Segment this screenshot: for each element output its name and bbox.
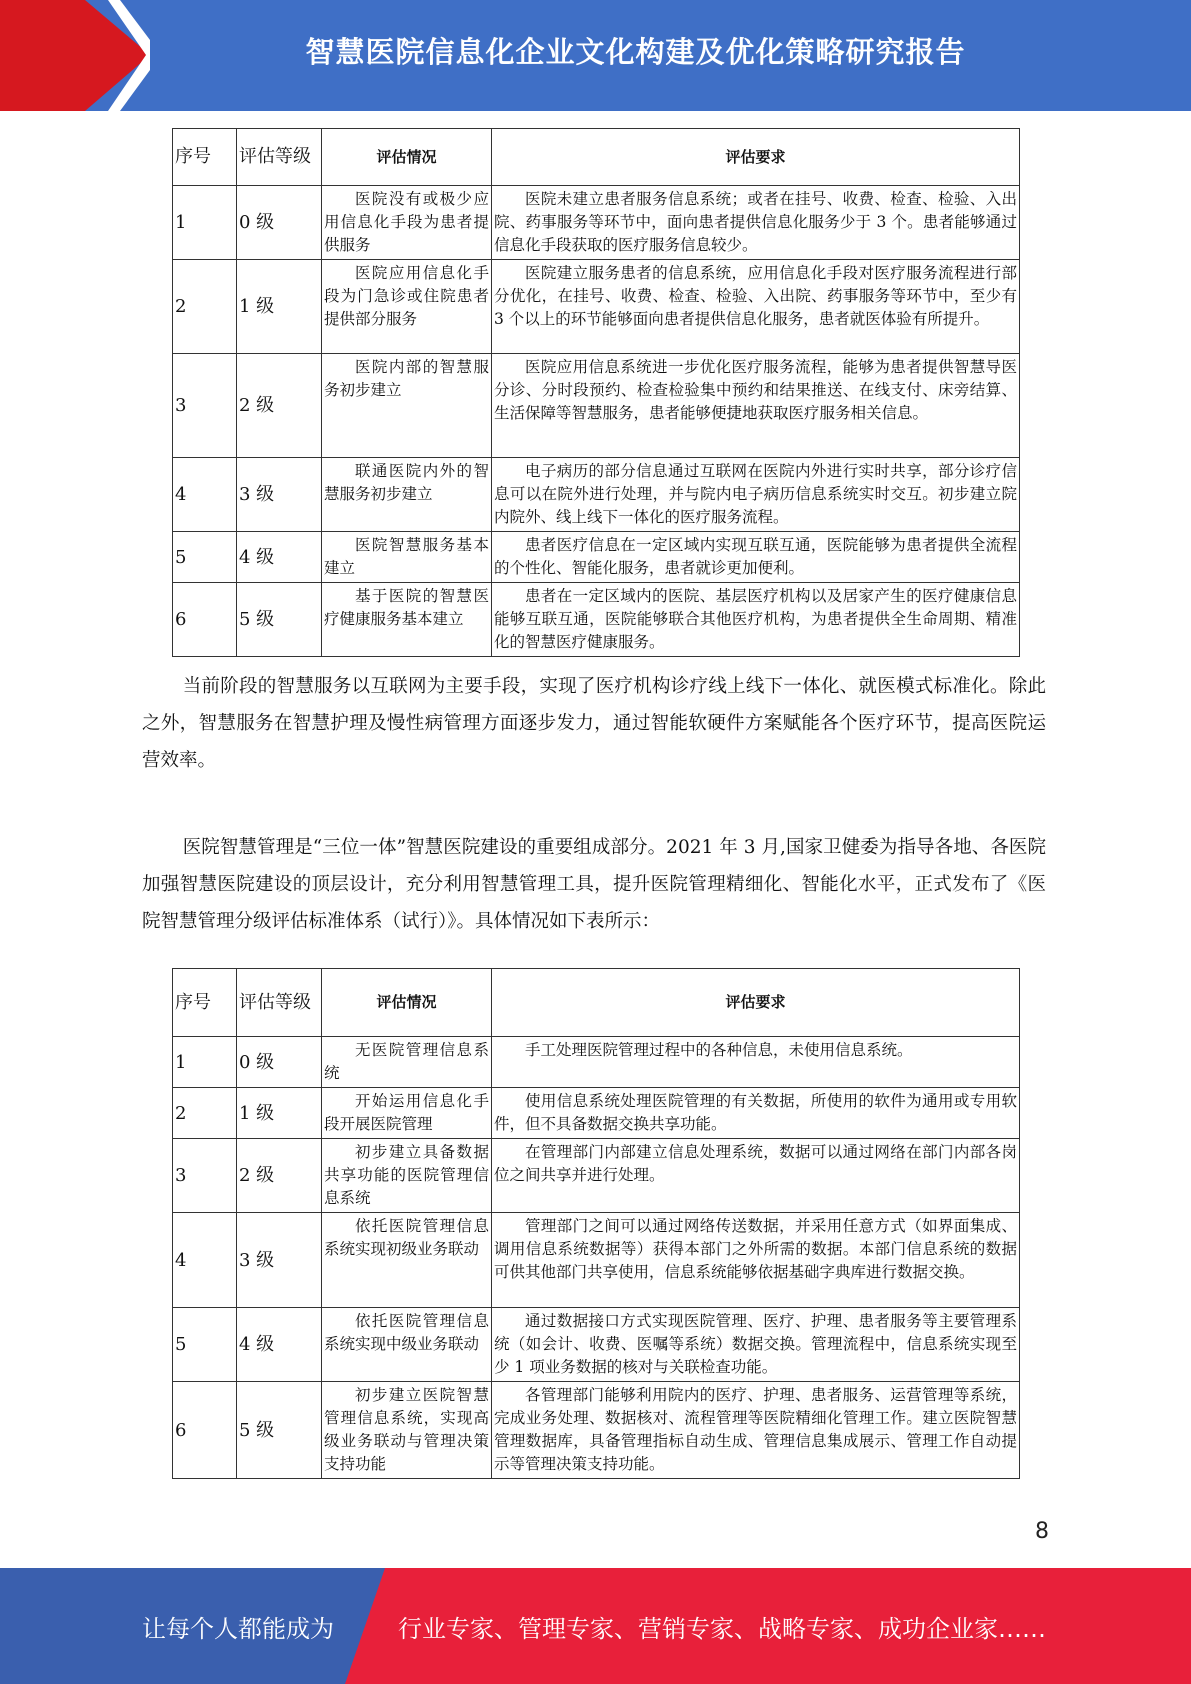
header-grade: 评估等级 [237,129,322,186]
table-row [173,1139,1020,1213]
page-footer [0,1568,1191,1684]
body-paragraph-smart-management: 医院智慧管理是“三位一体”智慧医院建设的重要组成部分。2021 年 3 月,国家卫健委为指导各地、各医院加强智慧医院建设的顶层设计，充分利用智慧管理工具，提升医院管理精细化、智能化水平，正式发布了《医院智慧管理分级评估标准体系（试行）》。具体情况如下表所示： [142,837,1046,932]
header-seq: 序号 [173,129,237,186]
row-situation: 初步建立医院智慧管理信息系统，实现高级业务联动与管理决策支持功能 [322,1382,492,1479]
row-requirement: 手工处理医院管理过程中的各种信息，未使用信息系统。 [492,1037,1020,1088]
row-seq: 3 [173,1139,237,1213]
row-seq: 4 [173,1213,237,1308]
footer-slogan-left: 让每个人都能成为 [142,1614,334,1643]
row-situation: 医院智慧服务基本建立 [322,532,492,583]
row-grade: 3 级 [237,458,322,532]
page-header [0,0,1191,111]
row-situation: 医院应用信息化手段为门急诊或住院患者提供部分服务 [322,260,492,354]
row-requirement: 在管理部门内部建立信息处理系统，数据可以通过网络在部门内部各岗位之间共享并进行处理。 [492,1139,1020,1213]
row-grade: 1 级 [237,1088,322,1139]
row-seq: 6 [173,1382,237,1479]
row-situation: 基于医院的智慧医疗健康服务基本建立 [322,583,492,657]
row-seq: 1 [173,186,237,260]
row-situation: 医院没有或极少应用信息化手段为患者提供服务 [322,186,492,260]
header-situation: 评估情况 [322,129,492,186]
table-row [173,532,1020,583]
row-requirement: 各管理部门能够利用院内的医疗、护理、患者服务、运营管理等系统，完成业务处理、数据核对、流程管理等医院精细化管理工作。建立医院智慧管理数据库，具备管理指标自动生成、管理信息集成展示、管理工作自动提示等管理决策支持功能。 [492,1382,1020,1479]
row-requirement: 医院未建立患者服务信息系统；或者在挂号、收费、检查、检验、入出院、药事服务等环节中，面向患者提供信息化服务少于 3 个。患者能够通过信息化手段获取的医疗服务信息较少。 [492,186,1020,260]
row-requirement: 患者医疗信息在一定区域内实现互联互通，医院能够为患者提供全流程的个性化、智能化服务，患者就诊更加便利。 [492,532,1020,583]
header-requirement: 评估要求 [492,129,1020,186]
row-grade: 4 级 [237,532,322,583]
row-requirement: 患者在一定区域内的医院、基层医疗机构以及居家产生的医疗健康信息能够互联互通，医院能够联合其他医疗机构，为患者提供全生命周期、精准化的智慧医疗健康服务。 [492,583,1020,657]
table-row [173,1037,1020,1088]
header-requirement: 评估要求 [492,969,1020,1037]
row-seq: 3 [173,354,237,458]
row-seq: 4 [173,458,237,532]
smart-service-grade-table [172,128,1020,657]
table-row [173,186,1020,260]
table-row [173,260,1020,354]
row-seq: 1 [173,1037,237,1088]
row-grade: 5 级 [237,1382,322,1479]
row-situation: 联通医院内外的智慧服务初步建立 [322,458,492,532]
header-seq: 序号 [173,969,237,1037]
table-row [173,1213,1020,1308]
header-situation: 评估情况 [322,969,492,1037]
smart-management-grade-table [172,968,1020,1479]
table-row [173,458,1020,532]
row-grade: 3 级 [237,1213,322,1308]
row-seq: 6 [173,583,237,657]
row-situation: 医院内部的智慧服务初步建立 [322,354,492,458]
red-chevron-logo [0,0,160,111]
row-grade: 5 级 [237,583,322,657]
row-situation: 无医院管理信息系统 [322,1037,492,1088]
row-grade: 4 级 [237,1308,322,1382]
row-situation: 初步建立具备数据共享功能的医院管理信息系统 [322,1139,492,1213]
row-requirement: 医院应用信息系统进一步优化医疗服务流程，能够为患者提供智慧导医分诊、分时段预约、检查检验集中预约和结果推送、在线支付、床旁结算、生活保障等智慧服务，患者能够便捷地获取医疗服务相关信息。 [492,354,1020,458]
row-seq: 5 [173,1308,237,1382]
body-paragraph-smart-service: 当前阶段的智慧服务以互联网为主要手段，实现了医疗机构诊疗线上线下一体化、就医模式标准化。除此之外，智慧服务在智慧护理及慢性病管理方面逐步发力，通过智能软硬件方案赋能各个医疗环节，提高医院运营效率。 [142,676,1046,771]
row-requirement: 管理部门之间可以通过网络传送数据，并采用任意方式（如界面集成、调用信息系统数据等）获得本部门之外所需的数据。本部门信息系统的数据可供其他部门共享使用，信息系统能够依据基础字典库进行数据交换。 [492,1213,1020,1308]
row-grade: 2 级 [237,354,322,458]
table-row [173,1308,1020,1382]
row-situation: 开始运用信息化手段开展医院管理 [322,1088,492,1139]
page-number: 8 [1035,1519,1049,1544]
row-seq: 5 [173,532,237,583]
row-grade: 2 级 [237,1139,322,1213]
row-grade: 0 级 [237,186,322,260]
header-grade: 评估等级 [237,969,322,1037]
row-grade: 1 级 [237,260,322,354]
row-situation: 依托医院管理信息系统实现中级业务联动 [322,1308,492,1382]
row-requirement: 电子病历的部分信息通过互联网在医院内外进行实时共享，部分诊疗信息可以在院外进行处理，并与院内电子病历信息系统实时交互。初步建立院内院外、线上线下一体化的医疗服务流程。 [492,458,1020,532]
row-grade: 0 级 [237,1037,322,1088]
table-row [173,583,1020,657]
row-seq: 2 [173,1088,237,1139]
row-seq: 2 [173,260,237,354]
row-requirement: 通过数据接口方式实现医院管理、医疗、护理、患者服务等主要管理系统（如会计、收费、医嘱等系统）数据交换。管理流程中，信息系统实现至少 1 项业务数据的核对与关联检查功能。 [492,1308,1020,1382]
footer-slogan-right: 行业专家、管理专家、营销专家、战略专家、成功企业家…… [398,1614,1046,1643]
row-situation: 依托医院管理信息系统实现初级业务联动 [322,1213,492,1308]
table-row [173,1382,1020,1479]
table-row [173,1088,1020,1139]
report-title: 智慧医院信息化企业文化构建及优化策略研究报告 [305,34,966,69]
table-row [173,354,1020,458]
row-requirement: 使用信息系统处理医院管理的有关数据，所使用的软件为通用或专用软件，但不具备数据交换共享功能。 [492,1088,1020,1139]
row-requirement: 医院建立服务患者的信息系统，应用信息化手段对医疗服务流程进行部分优化，在挂号、收费、检查、检验、入出院、药事服务等环节中，至少有 3 个以上的环节能够面向患者提供信息化服务，患者就医体验有所提升。 [492,260,1020,354]
